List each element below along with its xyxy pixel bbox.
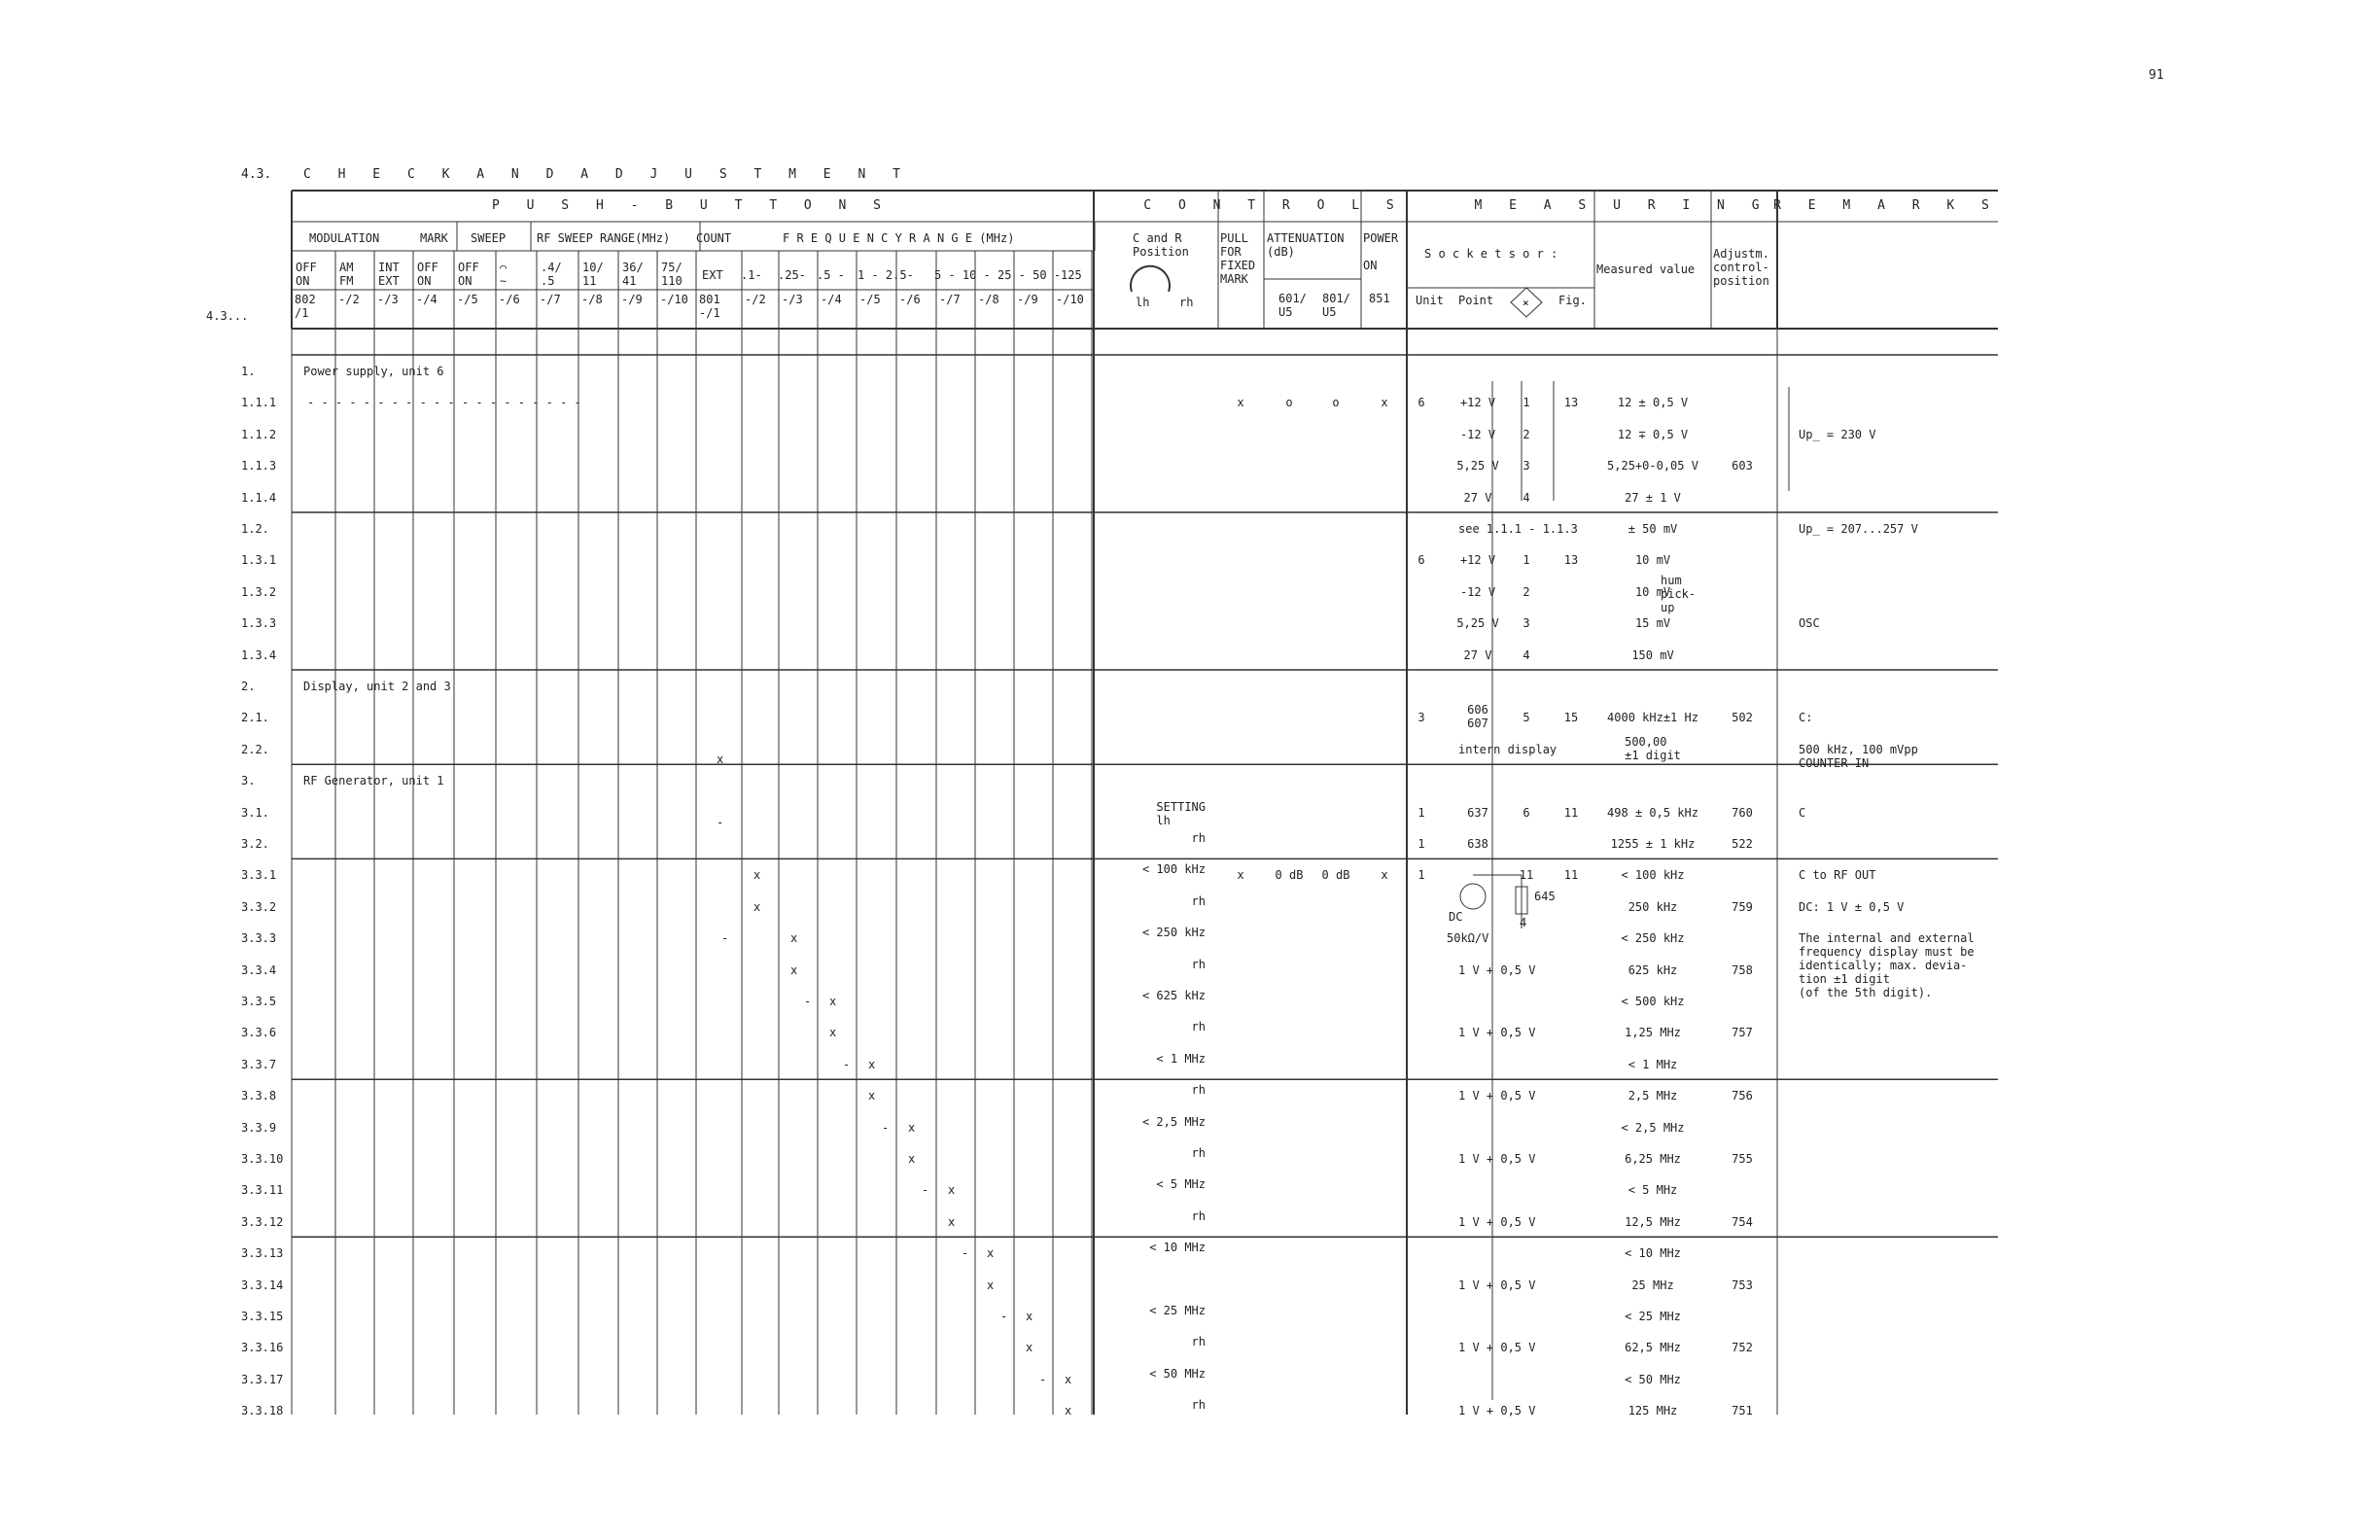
row-id: 3.3.7 [241,1057,277,1071]
row-adjust: 757 [1732,1026,1753,1040]
att-code-601: 601/ U5 [1278,292,1307,319]
switch-code: -/10 [660,293,688,306]
row-measured-value: 12 ∓ 0,5 V [1617,427,1689,441]
row-button-dash: - [804,995,812,1008]
row-measured-value: 150 mV [1631,648,1674,662]
button-label: .4/ .5 [541,261,562,288]
row-cr-position: < 1 MHz [1156,1051,1206,1066]
row-point: +12 V [1459,553,1496,568]
row-id: 3.3.10 [241,1152,284,1166]
row-adjust: 760 [1732,805,1753,820]
button-label: 1 - 2.5- [858,268,914,282]
knob-rh-label: rh [1179,296,1194,309]
row-point: 5,25 V [1456,459,1499,473]
circuit-res-label: 50kΩ/V [1447,931,1489,945]
row-point: 637 [1467,805,1488,820]
button-label-ext: EXT [702,268,723,282]
row-cr-position: < 625 kHz [1141,989,1206,1002]
row-point: 27 V [1463,490,1492,505]
row-unit: 1 [1418,805,1425,820]
row-adjust: 759 [1732,899,1753,914]
row-measured-value: < 500 kHz [1621,995,1685,1008]
sweep-header: SWEEP [471,231,507,245]
row-id: 3. [241,774,256,788]
row-point: 606 607 [1467,703,1488,731]
switch-code: -/5 [859,293,881,306]
row-socket: 1 [1522,553,1530,568]
row-button-mark: x [829,995,837,1008]
row-measured-value: 10 mV [1634,584,1671,599]
row-id: 3.2. [241,837,269,851]
row-cr-position: < 2,5 MHz [1141,1114,1206,1129]
row-id: 2. [241,680,256,693]
row-point: 638 [1467,837,1488,851]
hum-pickup-note: hum pick- up [1661,574,1697,614]
row-point: intern display [1458,742,1558,756]
row-measured-value: 62,5 MHz [1625,1341,1681,1355]
row-id: 2.2. [241,742,269,756]
row-id: 3.3.15 [241,1310,284,1323]
row-measured-value: < 50 MHz [1625,1372,1681,1386]
rotary-knob-icon [1131,266,1170,292]
row-id: 3.3.12 [241,1214,284,1229]
button-label: 36/ 41 [622,261,644,288]
row-cr-position: < 25 MHz [1149,1304,1206,1317]
modulation-header: MODULATION [309,231,380,245]
row-section-title: Power supply, unit 6 [303,365,444,378]
row-id: 1.3.4 [241,648,277,662]
row-id: 3.3.14 [241,1278,284,1292]
row-measured-value: 27 ± 1 V [1625,490,1681,505]
row-adjust: 603 [1732,459,1753,473]
row-measured-value: 10 mV [1634,553,1671,568]
row-adjust: 522 [1732,837,1753,851]
switch-code: -/6 [899,293,921,306]
row-measured-value: 1,25 MHz [1625,1026,1681,1040]
row-id: 3.3.9 [241,1120,277,1135]
row-button-mark: x [790,931,798,946]
row-section-title: RF Generator, unit 1 [303,774,444,788]
freq-range-header: F R E Q U E N C Y R A N G E (MHz) [783,231,1015,245]
circuit-pin-label: 645 [1534,890,1556,903]
cr-position-header: C and R Position [1133,231,1189,259]
row-point: -12 V [1459,427,1496,441]
row-point: 1 V + 0,5 V [1458,962,1536,977]
row-button-mark: x [1026,1341,1033,1355]
row-button-mark: x [1065,1404,1072,1418]
point-header: Point [1458,294,1494,307]
row-power: x [1381,868,1388,883]
remark-text: DC: 1 V ± 0,5 V [1799,899,1905,914]
button-label: 10/ 11 [582,261,604,288]
row-id: 1.1.2 [241,427,277,441]
row-dashes: - - - - - - - - - - - - - - - - - - - - [307,396,581,410]
row-button-mark: x [948,1214,956,1229]
row-point: 1 V + 0,5 V [1458,1089,1536,1103]
row-cr-position: rh [1191,1146,1206,1160]
row-id: 3.3.13 [241,1246,284,1261]
row-id: 3.3.3 [241,931,277,946]
button-label: 5 - 10 - 25 - 50 -125 [934,268,1082,282]
row-count-mark: x [717,752,724,766]
row-socket: 1 [1522,396,1530,410]
row-socket: 3 [1522,616,1530,631]
row-adjust: 502 [1732,711,1753,725]
remark-text: 500 kHz, 100 mVpp COUNTER IN [1799,742,1918,770]
row-point: 1 V + 0,5 V [1458,1278,1536,1292]
row-button-dash: - [1000,1310,1008,1323]
switch-code: -/7 [540,293,561,306]
row-att2: o [1332,396,1340,410]
switch-code: -/9 [1017,293,1038,306]
row-measured-value: ± 50 mV [1628,522,1678,536]
button-label: OFF ON [296,261,317,288]
switch-code: -/7 [939,293,961,306]
row-socket: 6 [1522,805,1530,820]
button-label: ⌒ ∼ [500,261,508,288]
row-cr-position: < 250 kHz [1141,926,1206,940]
remark-text: C to RF OUT [1799,868,1876,883]
row-id: 1. [241,365,256,378]
row-measured-value: 125 MHz [1628,1404,1678,1418]
row-adjust: 752 [1732,1341,1753,1355]
row-measured-value: 498 ± 0,5 kHz [1607,805,1698,820]
row-id: 1.1.3 [241,459,277,473]
row-measured-value: 12,5 MHz [1625,1214,1681,1229]
row-socket: 4 [1522,648,1530,662]
row-cr-position: rh [1191,1208,1206,1223]
row-measured-value: < 25 MHz [1625,1310,1681,1323]
row-button-mark: x [753,899,761,914]
row-adjust: 751 [1732,1404,1753,1418]
sockets-header: S o c k e t s o r : [1424,247,1558,261]
row-unit: 1 [1418,837,1425,851]
row-id: 1.1.4 [241,490,277,505]
row-id: 1.3.2 [241,584,277,599]
row-socket: 4 [1522,490,1530,505]
button-label: .1- [741,268,762,282]
row-cr-position: < 100 kHz [1141,862,1206,877]
switch-code: -/10 [1056,293,1084,306]
row-measured-value: < 1 MHz [1628,1057,1678,1071]
group-push-buttons: P U S H - B U T T O N S [491,198,892,213]
group-controls: C O N T R O L S [1143,198,1404,213]
row-measured-value: 2,5 MHz [1628,1089,1678,1103]
row-button-dash: - [922,1183,929,1198]
row-button-mark: x [908,1152,916,1166]
row-cr-position: rh [1191,1083,1206,1098]
row-socket: 5 [1522,711,1530,725]
row-id: 3.3.18 [241,1404,284,1418]
row-id: 3.3.2 [241,899,277,914]
measured-value-header: Measured value [1596,262,1696,276]
button-label: AM FM [339,261,354,288]
row-socket: 11 [1519,868,1534,883]
remark-text: The internal and external frequency display must be identically; max. devia- tion ±1 digit (of the 5th digit). [1799,931,1975,1000]
row-measured-value: < 2,5 MHz [1621,1120,1685,1135]
row-pull: x [1237,396,1244,410]
row-id: 3.1. [241,805,269,820]
button-label: .25- [778,268,806,282]
switch-code: 802 /1 [295,293,316,320]
switch-code: 801 -/1 [699,293,720,320]
row-adjust: 755 [1732,1152,1753,1166]
row-prefix: 4.3... [206,309,249,323]
button-label: OFF ON [458,261,479,288]
power-header: POWER ON [1363,231,1399,272]
group-measuring: M E A S U R I N G [1474,198,1769,213]
row-id: 3.3.11 [241,1183,284,1198]
row-adjust: 754 [1732,1214,1753,1229]
row-fig: 15 [1563,711,1579,725]
row-id: 1.2. [241,522,269,536]
row-fig: 13 [1563,396,1579,410]
row-unit: 6 [1418,553,1425,568]
power-code: 851 [1369,292,1390,305]
row-unit: 6 [1418,396,1425,410]
remark-text: Up_ = 230 V [1799,427,1876,441]
switch-code: -/4 [821,293,842,306]
row-socket: 2 [1522,584,1530,599]
row-cr-position: SETTING lh [1156,799,1206,827]
row-measured-value: 250 kHz [1628,899,1678,914]
row-measured-value: < 100 kHz [1621,868,1685,883]
page-number: 91 [2149,68,2164,83]
row-cr-position: rh [1191,1335,1206,1349]
row-cr-position: rh [1191,1020,1206,1034]
fig-header: Fig. [1558,294,1587,307]
row-button-mark: x [829,1026,837,1040]
row-point: 27 V [1463,648,1492,662]
row-cr-position: < 10 MHz [1149,1241,1206,1255]
row-button-dash: - [962,1246,969,1261]
row-point: 5,25 V [1456,616,1499,631]
row-measured-value: 1255 ± 1 kHz [1610,837,1696,851]
button-label: INT EXT [378,261,400,288]
row-button-mark: x [1026,1310,1033,1323]
switch-code: -/5 [457,293,478,306]
switch-code: -/4 [416,293,438,306]
row-power: x [1381,396,1388,410]
row-button-mark: x [948,1183,956,1198]
row-measured-value: < 5 MHz [1628,1183,1678,1198]
row-id: 1.1.1 [241,396,277,410]
row-button-dash: - [721,931,729,946]
row-measured-value: 25 MHz [1631,1278,1674,1292]
row-point: 1 V + 0,5 V [1458,1214,1536,1229]
row-point: -12 V [1459,584,1496,599]
row-button-dash: - [843,1057,851,1071]
row-pull: x [1237,868,1244,883]
row-unit: 1 [1418,868,1425,883]
meter-circle-icon [1460,884,1486,909]
row-point: 1 V + 0,5 V [1458,1026,1536,1040]
row-id: 3.3.16 [241,1341,284,1355]
pull-header: PULL FOR FIXED MARK [1220,231,1256,286]
circuit-node-label: 4 [1520,916,1527,929]
row-button-mark: x [1065,1372,1072,1386]
row-button-dash: - [882,1120,890,1135]
row-button-dash: - [1039,1372,1047,1386]
row-fig: 13 [1563,553,1579,568]
row-socket: 3 [1522,459,1530,473]
att-code-801: 801/ U5 [1322,292,1350,319]
row-measured-value: 15 mV [1634,616,1671,631]
row-adjust: 756 [1732,1089,1753,1103]
row-cr-position: < 5 MHz [1156,1177,1206,1192]
row-section-title: Display, unit 2 and 3 [303,680,451,693]
row-cr-position: rh [1191,893,1206,908]
row-fig: 11 [1563,805,1579,820]
unit-header: Unit [1416,294,1444,307]
row-count-mark: - [717,815,724,829]
row-point: 1 V + 0,5 V [1458,1341,1536,1355]
count-header: COUNT [696,231,732,245]
remark-text: C [1799,805,1806,820]
row-cr-position: rh [1191,1398,1206,1413]
switch-code: -/2 [338,293,360,306]
row-measured-value: 6,25 MHz [1625,1152,1681,1166]
switch-code: -/8 [978,293,999,306]
button-label: 75/ 110 [661,261,682,288]
attenuation-header: ATTENUATION (dB) [1267,231,1345,259]
switch-code: -/6 [499,293,520,306]
row-button-mark: x [868,1057,876,1071]
row-id: 3.3.5 [241,995,277,1008]
row-att1: 0 dB [1275,868,1304,883]
row-id: 1.3.3 [241,616,277,631]
row-measured-value: 4000 kHz±1 Hz [1607,711,1698,725]
row-button-mark: x [790,962,798,977]
switch-code: -/2 [745,293,766,306]
section-title: C H E C K A N D A D J U S T M E N T [303,167,910,182]
button-label: OFF ON [417,261,438,288]
row-id: 3.3.4 [241,962,277,977]
row-id: 3.3.6 [241,1026,277,1040]
adjust-header: Adjustm. control- position [1713,247,1769,288]
row-measured-value: 500,00 ±1 digit [1625,734,1681,762]
row-cr-position: rh [1191,957,1206,971]
row-button-mark: x [868,1089,876,1103]
row-measured-value: 625 kHz [1628,962,1678,977]
row-adjust: 753 [1732,1278,1753,1292]
switch-code: -/3 [782,293,803,306]
row-unit: 3 [1418,711,1425,725]
switch-code: -/8 [581,293,603,306]
row-measured-value: < 10 MHz [1625,1246,1681,1261]
row-measured-value: 5,25+0-0,05 V [1607,459,1698,473]
remark-text: Up_ = 207...257 V [1799,522,1918,536]
section-number: 4.3. [241,167,272,182]
row-socket: 2 [1522,427,1530,441]
switch-code: -/3 [377,293,399,306]
row-button-mark: x [987,1246,995,1261]
row-button-mark: x [753,868,761,883]
row-point: 1 V + 0,5 V [1458,1404,1536,1418]
remark-text: OSC [1799,616,1820,631]
circuit-dc-label: DC [1449,910,1463,924]
row-id: 3.3.17 [241,1372,284,1386]
knob-lh-label: lh [1136,296,1150,309]
row-id: 3.3.1 [241,868,277,883]
rf-sweep-header: RF SWEEP RANGE(MHz) [537,231,671,245]
row-point: +12 V [1459,396,1496,410]
row-att2: 0 dB [1321,868,1350,883]
row-cr-position: rh [1191,831,1206,845]
row-cr-position: < 50 MHz [1149,1366,1206,1381]
row-id: 2.1. [241,711,269,725]
row-id: 3.3.8 [241,1089,277,1103]
row-id: 1.3.1 [241,553,277,568]
row-point: see 1.1.1 - 1.1.3 [1458,522,1578,536]
row-measured-value: < 250 kHz [1621,931,1685,946]
mark-header: MARK [420,231,448,245]
row-button-mark: x [908,1120,916,1135]
diamond-x-icon: × [1522,297,1529,309]
row-adjust: 758 [1732,962,1753,977]
group-remarks: R E M A R K S [1773,198,1999,213]
switch-code: -/9 [621,293,643,306]
row-att1: o [1285,396,1293,410]
remark-text: C: [1799,711,1813,725]
row-point: 1 V + 0,5 V [1458,1152,1536,1166]
row-measured-value: 12 ± 0,5 V [1617,396,1689,410]
row-fig: 11 [1563,868,1579,883]
row-button-mark: x [987,1278,995,1292]
button-label: .5 - [817,268,845,282]
